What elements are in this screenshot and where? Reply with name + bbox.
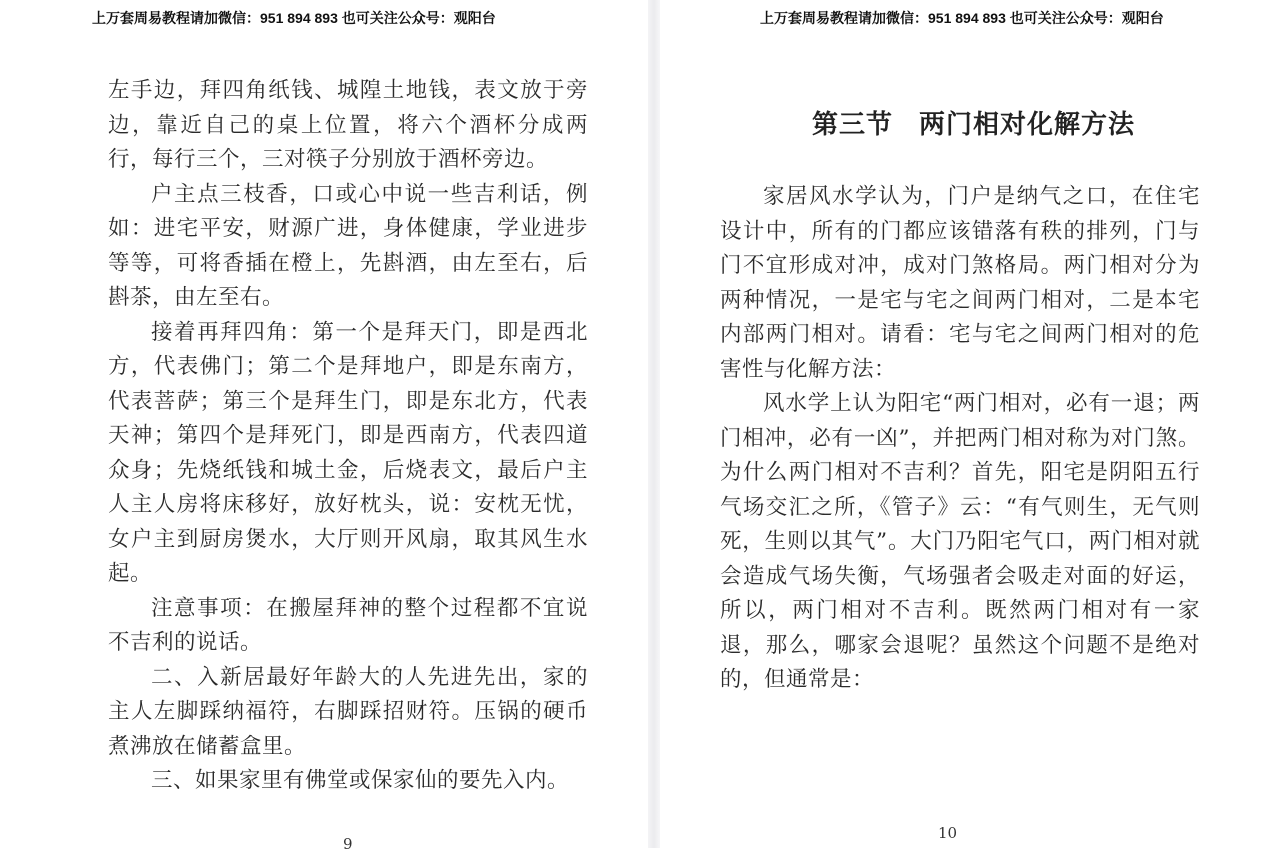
paragraph: 左手边，拜四角纸钱、城隍土地钱，表文放于旁边，靠近自己的桌上位置，将六个酒杯分成两行，每行三个，三对筷子分别放于酒杯旁边。 [108, 78, 588, 172]
paragraph: 户主点三枝香，口或心中说一些吉利话，例如：进宅平安，财源广进，身体健康，学业进步等等，可将香插在橙上，先斟酒，由左至右，后斟茶，由左至右。 [108, 181, 588, 310]
page-header: 上万套周易教程请加微信：951 894 893 也可关注公众号：观阳台 [760, 10, 1164, 26]
body-text [108, 74, 588, 799]
paragraph: 注意事项：在搬屋拜神的整个过程都不宜说不吉利的说话。 [108, 595, 588, 655]
section-heading: 两门相对化解方法 [919, 110, 1136, 140]
page-header: 上万套周易教程请加微信：951 894 893 也可关注公众号：观阳台 [92, 10, 496, 26]
paragraph: 家居风水学认为，门户是纳气之口，在住宅设计中，所有的门都应该错落有秩的排列，门与门不宜形成对冲，成对门煞格局。两门相对分为两种情况，一是宅与宅之间两门相对，二是本宅内部两门相对。请看：宅与宅之间两门相对的危害性与化解方法： [720, 184, 1200, 382]
paragraph: 接着再拜四角：第一个是拜天门，即是西北方，代表佛门；第二个是拜地户，即是东南方，代表菩萨；第三个是拜生门，即是东北方，代表天神；第四个是拜死门，即是西南方，代表四道众身；先烧纸钱和城土金，后烧表文，最后户主人主人房将床移好，放好枕头，说：安枕无忧，女户主到厨房煲水，大厅则开风扇，取其风生水起。 [108, 319, 588, 586]
right-page [660, 0, 1287, 848]
paragraph: 三、如果家里有佛堂或保家仙的要先入内。 [151, 768, 570, 793]
paragraph: 二、入新居最好年龄大的人先进先出，家的主人左脚踩纳福符，右脚踩招财符。压锅的硬币煮沸放在储蓄盒里。 [108, 664, 588, 759]
section-title [660, 104, 1287, 141]
paragraph: 风水学上认为阳宅“两门相对，必有一退；两门相冲，必有一凶”，并把两门相对称为对门煞。为什么两门相对不吉利？首先，阳宅是阴阳五行气场交汇之所，《管子》云：“有气则生，无气则死，生则以其气”。大门乃阳宅气口，两门相对就会造成气场失衡，气场强者会吸走对面的好运，所以，两门相对不吉利。既然两门相对有一家退，那么，哪家会退呢？虽然这个问题不是绝对的，但通常是： [720, 391, 1200, 692]
book-gutter [648, 0, 660, 848]
page-number: 10 [938, 824, 958, 842]
page-number: 9 [343, 835, 353, 853]
body-text [720, 180, 1200, 698]
section-number: 第三节 [811, 110, 893, 140]
